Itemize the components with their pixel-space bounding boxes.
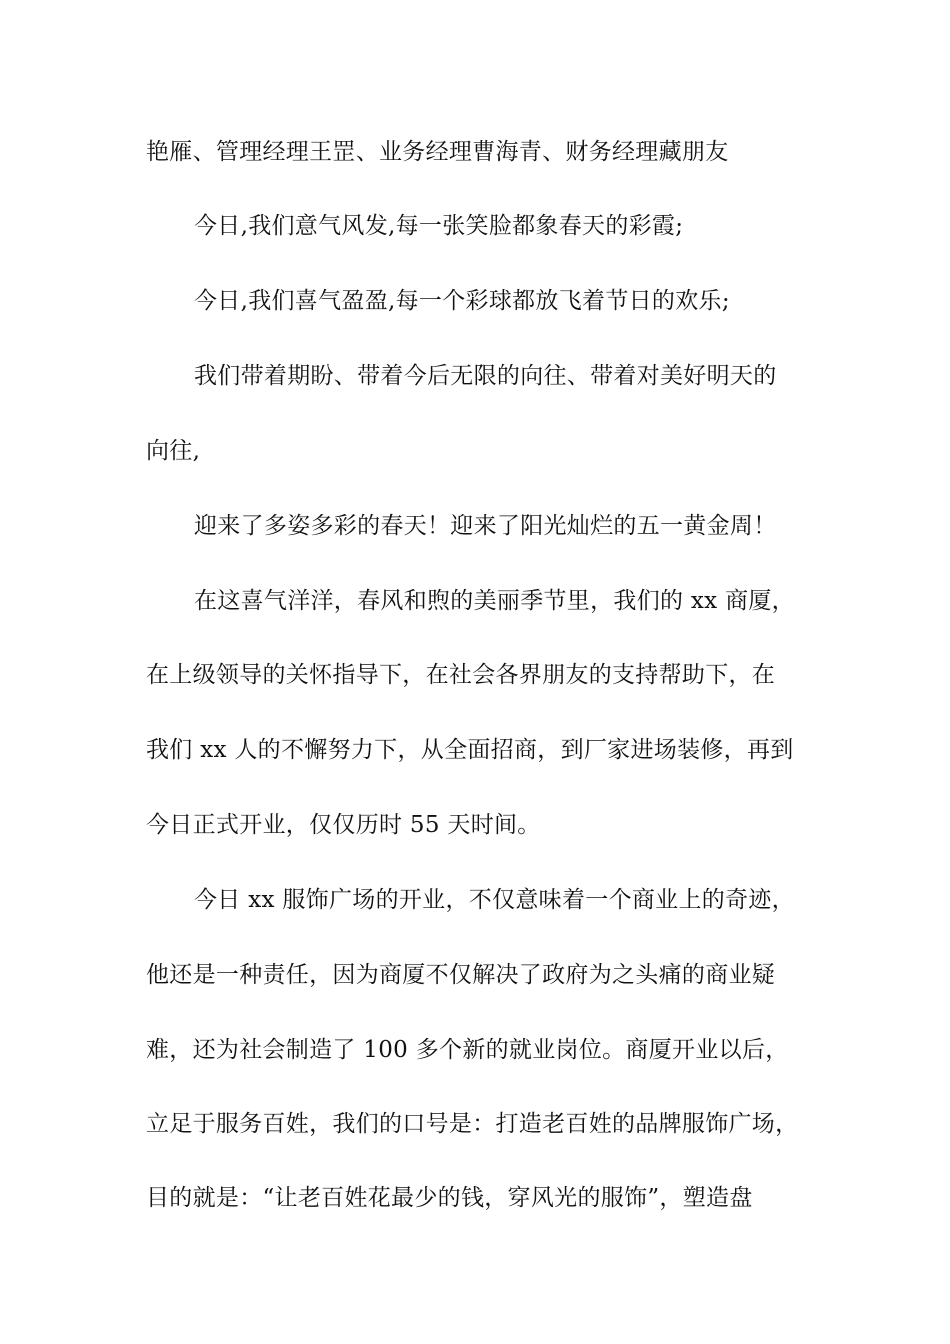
text-line: 向往, bbox=[146, 438, 201, 464]
text-line: 迎来了多姿多彩的春天！迎来了阳光灿烂的五一黄金周！ bbox=[194, 513, 777, 539]
text-line: 今日正式开业，仅仅历时 55 天时间。 bbox=[146, 812, 541, 838]
text-line: 在这喜气洋洋，春风和煦的美丽季节里，我们的 xx 商厦， bbox=[194, 588, 795, 614]
text-line: 今日,我们喜气盈盈,每一个彩球都放飞着节日的欢乐; bbox=[194, 288, 730, 314]
text-line: 他还是一种责任，因为商厦不仅解决了政府为之头痛的商业疑 bbox=[146, 962, 776, 988]
text-line: 我们带着期盼、带着今后无限的向往、带着对美好明天的 bbox=[194, 363, 777, 389]
text-line: 我们 xx 人的不懈努力下，从全面招商，到厂家进场装修，再到 bbox=[146, 737, 794, 763]
text-line: 难，还为社会制造了 100 多个新的就业岗位。商厦开业以后， bbox=[146, 1037, 789, 1063]
text-line: 今日,我们意气风发,每一张笑脸都象春天的彩霞; bbox=[194, 213, 684, 239]
text-line: 艳雁、管理经理王罡、业务经理曹海青、财务经理藏朋友 bbox=[146, 139, 729, 165]
text-line: 今日 xx 服饰广场的开业，不仅意味着一个商业上的奇迹， bbox=[194, 887, 795, 913]
text-line: 立足于服务百姓，我们的口号是：打造老百姓的品牌服饰广场， bbox=[146, 1111, 799, 1137]
text-line: 目的就是：“让老百姓花最少的钱，穿风光的服饰”，塑造盘 bbox=[146, 1185, 753, 1211]
text-line: 在上级领导的关怀指导下，在社会各界朋友的支持帮助下，在 bbox=[146, 662, 776, 688]
